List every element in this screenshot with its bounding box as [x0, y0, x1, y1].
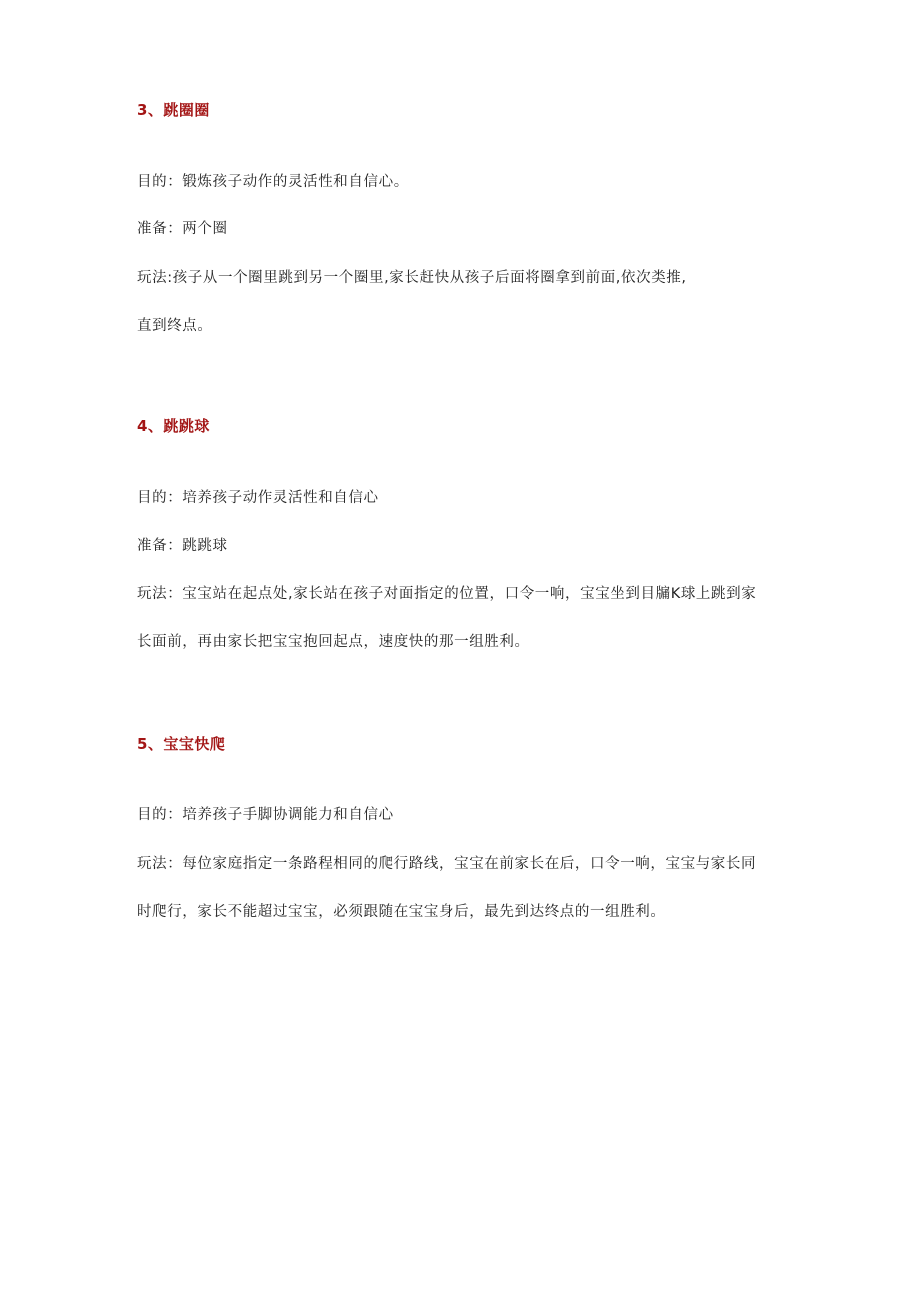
section-preparation-jump-hoops: 准备：两个圈: [137, 221, 228, 237]
section-gameplay-bounce-ball-line-2: 长面前，再由家长把宝宝抱回起点，速度快的那一组胜利。: [137, 634, 530, 650]
section-gameplay-jump-hoops-line-1: 玩法:孩子从一个圈里跳到另一个圈里,家长赶快从孩子后面将圈拿到前面,依次类推,: [137, 270, 687, 286]
section-heading-baby-crawl: 5、宝宝快爬: [137, 735, 226, 753]
section-heading-jump-hoops: 3、跳圈圈: [137, 101, 210, 119]
section-purpose-bounce-ball: 目的：培养孩子动作灵活性和自信心: [137, 490, 379, 506]
section-purpose-baby-crawl: 目的：培养孩子手脚协调能力和自信心: [137, 807, 394, 823]
section-gameplay-jump-hoops-line-2: 直到终点。: [137, 318, 213, 334]
section-heading-bounce-ball: 4、跳跳球: [137, 417, 210, 435]
section-purpose-jump-hoops: 目的：锻炼孩子动作的灵活性和自信心。: [137, 174, 409, 190]
section-gameplay-baby-crawl-line-2: 时爬行，家长不能超过宝宝，必须跟随在宝宝身后，最先到达终点的一组胜利。: [137, 904, 666, 920]
section-gameplay-bounce-ball-line-1: 玩法：宝宝站在起点处,家长站在孩子对面指定的位置，口令一响，宝宝坐到目牖K球上跳到家: [137, 586, 757, 602]
section-gameplay-baby-crawl-line-1: 玩法：每位家庭指定一条路程相同的爬行路线，宝宝在前家长在后，口令一响，宝宝与家长同: [137, 856, 757, 872]
section-preparation-bounce-ball: 准备：跳跳球: [137, 538, 228, 554]
